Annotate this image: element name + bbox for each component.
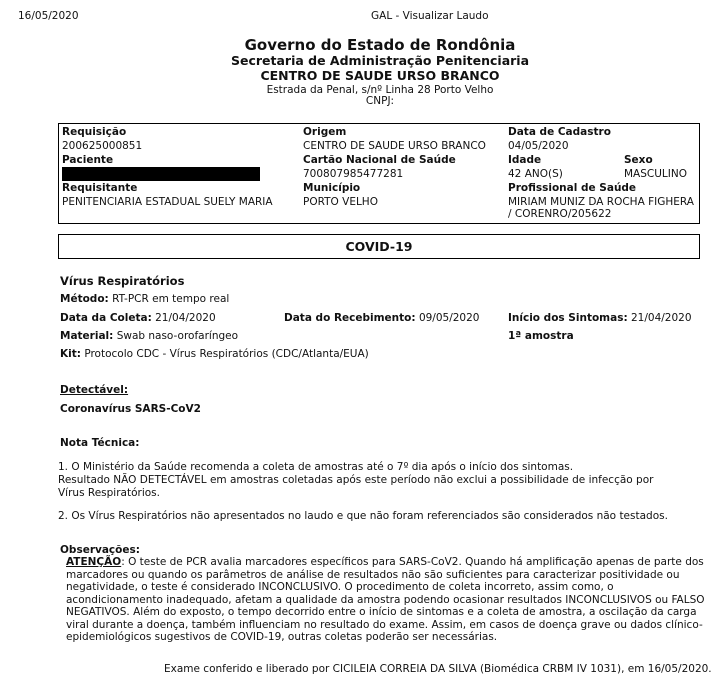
org-health-center: CENTRO DE SAUDE URSO BRANCO (260, 68, 500, 83)
origem-value: CENTRO DE SAUDE URSO BRANCO (303, 140, 486, 152)
kit-row (60, 348, 369, 360)
nota-title: Nota Técnica: (60, 437, 140, 449)
requisicao-value: 200625000851 (62, 140, 143, 152)
recebimento-row (284, 312, 479, 324)
cadastro-value: 04/05/2020 (508, 140, 569, 152)
metodo-row (60, 293, 229, 305)
idade-label: Idade (508, 154, 542, 166)
requisitante-value: PENITENCIARIA ESTADUAL SUELY MARIA (62, 196, 273, 208)
paciente-label: Paciente (62, 154, 114, 166)
municipio-label: Município (303, 182, 361, 194)
sintomas-label: Início dos Sintomas: (508, 312, 628, 324)
idade-value: 42 ANO(S) (508, 168, 563, 180)
metodo-value: RT-PCR em tempo real (112, 293, 230, 305)
org-address: Estrada da Penal, s/nº Linha 28 Porto Velho (266, 84, 494, 96)
sexo-label: Sexo (624, 154, 653, 166)
result-value: Coronavírus SARS-CoV2 (60, 403, 201, 415)
cadastro-label: Data de Cadastro (508, 126, 611, 138)
obs-paragraph (66, 556, 706, 644)
exam-section-title: Vírus Respiratórios (60, 274, 185, 288)
redacted-patient-name (62, 167, 260, 181)
profissional-value-line1: MIRIAM MUNIZ DA ROCHA FIGHERA (508, 196, 694, 208)
org-secretariat: Secretaria de Administração Penitenciaria (230, 53, 530, 68)
obs-title: Observações: (60, 544, 140, 556)
requisicao-label: Requisição (62, 126, 127, 138)
requisitante-label: Requisitante (62, 182, 138, 194)
sintomas-row (508, 312, 692, 324)
amostra-label: 1ª amostra (508, 330, 574, 342)
profissional-value-line2: / CORENRO/205622 (508, 208, 612, 220)
material-value: Swab naso-orofaríngeo (116, 330, 239, 342)
coleta-value: 21/04/2020 (155, 312, 216, 324)
recebimento-value: 09/05/2020 (418, 312, 480, 324)
recebimento-label: Data do Recebimento: (284, 312, 416, 324)
origem-label: Origem (303, 126, 347, 138)
nota-paragraph-1b: Resultado NÃO DETECTÁVEL em amostras coletadas após este período não exclui a possibilidade de infecção por Vírus Respiratórios. (58, 474, 654, 499)
coleta-label: Data da Coleta: (60, 312, 152, 324)
municipio-value: PORTO VELHO (303, 196, 378, 208)
material-label: Material: (60, 330, 114, 342)
result-label: Detectável: (60, 384, 129, 396)
material-row (60, 330, 238, 342)
metodo-label: Método: (60, 293, 109, 305)
exam-title-box (58, 234, 700, 259)
coleta-row (60, 312, 216, 324)
kit-value: Protocolo CDC - Vírus Respiratórios (CDC/Atlanta/EUA) (84, 348, 369, 360)
org-cnpj: CNPJ: (365, 95, 395, 107)
nota-paragraph-2: 2. Os Vírus Respiratórios não apresentados no laudo e que não foram referenciados são considerados não testados. (58, 510, 668, 522)
exam-title: COVID-19 (345, 239, 413, 254)
cartao-label: Cartão Nacional de Saúde (303, 154, 456, 166)
print-date: 16/05/2020 (18, 10, 79, 22)
sintomas-value: 21/04/2020 (631, 312, 692, 324)
sexo-value: MASCULINO (624, 168, 687, 180)
org-government: Governo do Estado de Rondônia (244, 36, 516, 54)
profissional-label: Profissional de Saúde (508, 182, 637, 194)
cartao-value: 700807985477281 (303, 168, 404, 180)
obs-atencao: ATENÇÃO (66, 556, 122, 568)
footer-release-note: Exame conferido e liberado por CICILEIA CORREIA DA SILVA (Biomédica CRBM IV 1031), em 16/05/2020. (164, 663, 712, 675)
nota-paragraph-1a: 1. O Ministério da Saúde recomenda a coleta de amostras até o 7º dia após o início dos sintomas. (58, 461, 574, 473)
page-title: GAL - Visualizar Laudo (371, 10, 489, 22)
obs-text: : O teste de PCR avalia marcadores específicos para SARS-CoV2. Quando há amplificação apenas de parte dos marcadores ou quando os parâmetros de análise de resultados não são suficientes para caracterizar positividade ou negatividade, o teste é considerado INCONCLUSIVO. O procedimento de coleta incorreto, assim como, o acondicionamento inadequado, afetam a qualidade da amostra podendo ocasionar resultados INCONCLUSIVOS ou FALSO NEGATIVOS. Além do exposto, o tempo decorrido entre o início de sintomas e a coleta de amostra, a oscilação da carga viral durante a doença, também influenciam no resultado do exame. Assim, em casos de doença grave ou dados clínico-epidemiológicos sugestivos de COVID-19, outras coletas poderão ser necessárias. (66, 556, 705, 643)
kit-label: Kit: (60, 348, 81, 360)
